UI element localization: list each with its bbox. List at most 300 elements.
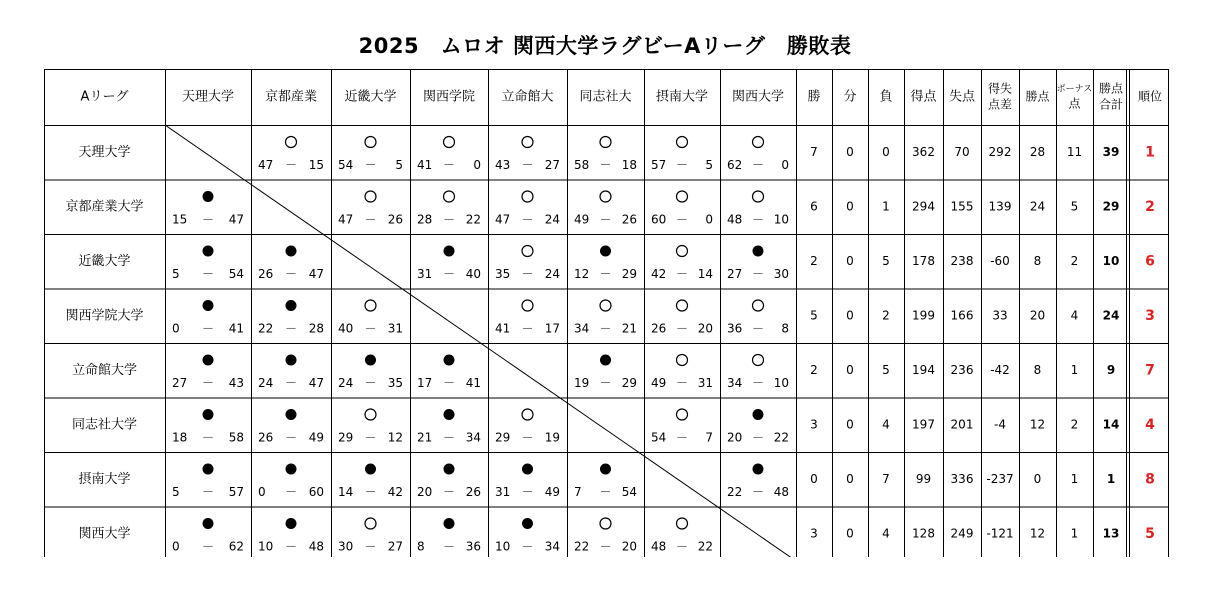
win-mark [753, 355, 764, 366]
score-for: 34 [574, 321, 590, 336]
score-dash: － [442, 267, 456, 281]
win-mark [677, 191, 688, 202]
score-for: 41 [495, 321, 511, 336]
header-match-points: 勝点 [1025, 89, 1050, 104]
win-mark [677, 518, 688, 529]
score-for: 47 [258, 158, 274, 172]
win-mark [600, 300, 611, 311]
score-against: 41 [465, 376, 481, 390]
stat-bonus: 4 [1070, 308, 1079, 323]
stat-match-points: 12 [1029, 526, 1046, 541]
loss-mark [522, 518, 533, 529]
score-against: 5 [395, 158, 403, 172]
stat-losses: 4 [882, 417, 890, 432]
stat-point-diff: -60 [990, 253, 1010, 268]
score-dash: － [751, 485, 765, 499]
score-dash: － [521, 539, 534, 554]
stat-rank: 6 [1145, 253, 1155, 270]
score-for: 35 [495, 267, 511, 281]
header-opponent: 立命館大 [501, 89, 554, 105]
stat-draws: 0 [846, 526, 854, 541]
stat-bonus: 2 [1070, 253, 1079, 268]
score-against: 22 [697, 539, 713, 554]
score-for: 14 [338, 485, 354, 499]
score-dash: － [521, 485, 534, 499]
win-mark [753, 300, 764, 311]
score-against: 60 [308, 485, 324, 499]
score-dash: － [751, 321, 765, 336]
score-against: 10 [773, 376, 789, 390]
win-mark [522, 191, 533, 202]
score-for: 26 [258, 430, 274, 445]
loss-mark [753, 464, 764, 475]
score-dash: － [284, 158, 298, 172]
loss-mark [203, 355, 214, 366]
header-opponent: 摂南大学 [655, 89, 709, 105]
score-against: 54 [228, 267, 244, 281]
header-rank: 順位 [1137, 89, 1163, 104]
team-name: 立命館大学 [71, 362, 138, 378]
score-against: 34 [465, 430, 481, 445]
score-dash: － [284, 485, 298, 499]
score-against: 48 [308, 539, 324, 554]
win-mark [365, 191, 376, 202]
score-dash: － [364, 158, 377, 172]
score-dash: － [284, 267, 298, 281]
score-against: 24 [544, 212, 560, 227]
loss-mark [286, 409, 297, 420]
score-dash: － [751, 267, 765, 281]
score-for: 8 [417, 539, 425, 554]
score-against: 41 [228, 321, 244, 336]
win-mark [677, 409, 688, 420]
score-dash: － [675, 539, 689, 554]
score-for: 62 [727, 158, 743, 172]
stat-rank: 3 [1145, 307, 1155, 324]
score-against: 47 [308, 267, 324, 281]
loss-mark [600, 355, 611, 366]
team-name: 摂南大学 [78, 471, 131, 487]
stat-bonus: 2 [1070, 417, 1079, 432]
score-dash: － [521, 267, 534, 281]
stat-point-diff: -4 [994, 417, 1006, 432]
score-for: 20 [417, 485, 433, 499]
score-dash: － [751, 376, 765, 390]
score-dash: － [521, 321, 534, 336]
score-against: 20 [697, 321, 713, 336]
score-against: 19 [544, 430, 560, 445]
score-for: 27 [172, 376, 188, 390]
stat-total-points: 24 [1102, 308, 1120, 323]
score-dash: － [751, 158, 765, 172]
score-dash: － [201, 321, 215, 336]
loss-mark [203, 191, 214, 202]
header-total-points: 勝点 [1098, 81, 1124, 96]
header-opponent: 天理大学 [181, 89, 235, 105]
score-against: 48 [773, 485, 789, 499]
score-for: 49 [651, 376, 667, 390]
stat-rank: 2 [1145, 198, 1155, 215]
stat-match-points: 8 [1033, 362, 1042, 377]
win-mark [444, 137, 455, 148]
score-for: 36 [727, 321, 743, 336]
stat-match-points: 0 [1033, 471, 1042, 486]
score-dash: － [442, 430, 456, 445]
team-name: 関西大学 [78, 526, 131, 542]
win-mark [600, 137, 611, 148]
score-for: 12 [574, 267, 590, 281]
team-name: 天理大学 [78, 144, 131, 160]
score-dash: － [599, 267, 612, 281]
header-bonus: 点 [1068, 96, 1081, 111]
win-mark [365, 300, 376, 311]
score-dash: － [364, 430, 377, 445]
loss-mark [444, 464, 455, 475]
score-dash: － [675, 267, 689, 281]
win-mark [753, 191, 764, 202]
standings-table [44, 69, 1169, 557]
score-for: 0 [258, 485, 266, 499]
score-for: 29 [495, 430, 511, 445]
loss-mark [203, 246, 214, 257]
team-name: 関西学院大学 [65, 308, 144, 324]
loss-mark [522, 464, 533, 475]
score-against: 0 [473, 158, 481, 172]
stat-points-against: 70 [954, 144, 970, 159]
loss-mark [203, 409, 214, 420]
score-for: 5 [172, 485, 180, 499]
score-against: 10 [773, 212, 789, 227]
score-for: 48 [651, 539, 667, 554]
stat-points-for: 199 [912, 308, 935, 323]
loss-mark [753, 409, 764, 420]
score-for: 17 [417, 376, 433, 390]
stat-match-points: 8 [1033, 253, 1042, 268]
stat-points-against: 336 [950, 471, 974, 486]
score-against: 18 [621, 158, 637, 172]
score-dash: － [284, 430, 298, 445]
stat-wins: 6 [810, 199, 818, 214]
score-for: 49 [574, 212, 590, 227]
score-against: 22 [773, 430, 789, 445]
win-mark [522, 300, 533, 311]
header-losses: 負 [879, 89, 893, 105]
stat-wins: 0 [810, 471, 818, 486]
win-mark [365, 137, 376, 148]
stat-bonus: 11 [1066, 144, 1083, 159]
stat-losses: 4 [882, 526, 890, 541]
stat-losses: 1 [882, 199, 890, 214]
score-dash: － [364, 212, 377, 227]
header-opponent: 同志社大 [579, 89, 632, 105]
header-point-diff: 得失 [987, 81, 1013, 96]
score-for: 29 [338, 430, 354, 445]
header-bonus: ボーナス [1056, 84, 1093, 95]
stat-points-against: 236 [950, 362, 974, 377]
score-against: 24 [544, 267, 560, 281]
loss-mark [444, 409, 455, 420]
score-against: 26 [387, 212, 403, 227]
stat-rank: 7 [1145, 362, 1155, 379]
score-dash: － [599, 539, 612, 554]
score-for: 40 [338, 321, 354, 336]
stat-draws: 0 [846, 199, 854, 214]
stat-match-points: 12 [1029, 417, 1046, 432]
score-dash: － [284, 321, 298, 336]
stat-draws: 0 [846, 308, 854, 323]
score-dash: － [284, 376, 298, 390]
stat-point-diff: 33 [992, 308, 1008, 323]
score-dash: － [201, 430, 215, 445]
score-for: 41 [417, 158, 433, 172]
stat-total-points: 9 [1106, 362, 1116, 377]
stat-total-points: 1 [1106, 471, 1116, 486]
score-against: 49 [544, 485, 560, 499]
score-dash: － [751, 212, 765, 227]
loss-mark [444, 518, 455, 529]
loss-mark [444, 246, 455, 257]
score-for: 0 [172, 321, 180, 336]
win-mark [753, 137, 764, 148]
score-against: 8 [781, 321, 789, 336]
team-name: 京都産業大学 [65, 199, 144, 215]
stat-bonus: 1 [1070, 526, 1079, 541]
score-dash: － [201, 485, 215, 499]
header-point-diff: 点差 [987, 97, 1013, 112]
header-draws: 分 [843, 89, 857, 105]
score-for: 34 [727, 376, 743, 390]
stat-points-for: 294 [912, 199, 935, 214]
stat-draws: 0 [846, 417, 854, 432]
stat-point-diff: -237 [986, 471, 1014, 486]
score-dash: － [599, 158, 612, 172]
score-dash: － [599, 376, 612, 390]
score-for: 20 [727, 430, 743, 445]
score-for: 47 [495, 212, 511, 227]
score-dash: － [201, 376, 215, 390]
score-against: 36 [465, 539, 481, 554]
score-for: 42 [651, 267, 667, 281]
win-mark [677, 246, 688, 257]
header-corner: Aリーグ [80, 89, 129, 105]
score-for: 7 [574, 485, 582, 499]
stat-points-for: 178 [912, 253, 935, 268]
score-for: 5 [172, 267, 180, 281]
score-against: 35 [387, 376, 403, 390]
score-against: 0 [781, 158, 789, 172]
score-dash: － [521, 430, 534, 445]
score-dash: － [442, 485, 456, 499]
loss-mark [600, 246, 611, 257]
loss-mark [444, 355, 455, 366]
header-wins: 勝 [807, 89, 821, 105]
stat-wins: 5 [810, 308, 818, 323]
score-against: 20 [621, 539, 637, 554]
stat-points-for: 194 [912, 362, 935, 377]
score-for: 10 [258, 539, 274, 554]
win-mark [286, 137, 297, 148]
score-for: 47 [338, 212, 354, 227]
stat-total-points: 29 [1102, 199, 1120, 214]
stat-wins: 3 [810, 417, 818, 432]
score-for: 31 [495, 485, 511, 499]
stat-match-points: 20 [1029, 308, 1046, 323]
score-dash: － [442, 158, 456, 172]
score-against: 26 [465, 485, 481, 499]
loss-mark [203, 464, 214, 475]
stat-bonus: 1 [1070, 362, 1079, 377]
stat-total-points: 13 [1102, 526, 1120, 541]
score-against: 40 [465, 267, 481, 281]
stat-rank: 1 [1145, 144, 1155, 161]
score-against: 47 [228, 212, 244, 227]
score-against: 62 [228, 539, 244, 554]
stat-wins: 2 [810, 362, 818, 377]
loss-mark [286, 518, 297, 529]
score-dash: － [521, 158, 534, 172]
stat-points-for: 362 [912, 144, 935, 159]
score-for: 48 [727, 212, 743, 227]
win-mark [677, 355, 688, 366]
score-for: 58 [574, 158, 590, 172]
stat-total-points: 14 [1102, 417, 1120, 432]
stat-match-points: 28 [1029, 144, 1046, 159]
loss-mark [286, 355, 297, 366]
score-against: 31 [387, 321, 403, 336]
score-for: 26 [651, 321, 667, 336]
loss-mark [203, 300, 214, 311]
stat-point-diff: -42 [990, 362, 1010, 377]
score-dash: － [442, 539, 456, 554]
loss-mark [753, 246, 764, 257]
score-for: 22 [727, 485, 743, 499]
win-mark [677, 137, 688, 148]
header-opponent: 近畿大学 [344, 89, 397, 105]
header-opponent: 関西大学 [731, 89, 785, 105]
score-dash: － [599, 321, 612, 336]
score-against: 29 [621, 376, 637, 390]
score-against: 58 [228, 430, 244, 445]
page-title: 2025 ムロオ 関西大学ラグビーAリーグ 勝敗表 [358, 34, 852, 58]
win-mark [522, 409, 533, 420]
stat-losses: 5 [882, 362, 890, 377]
score-against: 42 [387, 485, 403, 499]
loss-mark [203, 518, 214, 529]
win-mark [600, 191, 611, 202]
win-mark [365, 518, 376, 529]
score-against: 30 [773, 267, 789, 281]
stat-points-for: 99 [915, 471, 932, 486]
score-dash: － [442, 212, 456, 227]
stat-points-against: 238 [950, 253, 974, 268]
stat-losses: 2 [882, 308, 890, 323]
header-points-for: 得点 [910, 89, 937, 105]
score-for: 60 [651, 212, 667, 227]
win-mark [677, 300, 688, 311]
score-against: 31 [697, 376, 713, 390]
stat-rank: 5 [1145, 525, 1155, 542]
header-opponent: 関西学院 [422, 89, 476, 105]
stat-point-diff: 139 [988, 199, 1012, 214]
score-dash: － [751, 430, 765, 445]
loss-mark [365, 355, 376, 366]
stat-points-for: 128 [912, 526, 935, 541]
score-dash: － [675, 430, 689, 445]
score-for: 15 [172, 212, 188, 227]
score-dash: － [599, 212, 612, 227]
score-dash: － [201, 212, 215, 227]
loss-mark [365, 464, 376, 475]
score-for: 22 [258, 321, 274, 336]
stat-losses: 5 [882, 253, 890, 268]
team-name: 同志社大学 [71, 417, 138, 433]
score-for: 18 [172, 430, 188, 445]
win-mark [522, 246, 533, 257]
loss-mark [600, 464, 611, 475]
stat-bonus: 1 [1070, 471, 1079, 486]
score-dash: － [675, 376, 689, 390]
win-mark [365, 409, 376, 420]
score-for: 22 [574, 539, 590, 554]
stat-rank: 8 [1145, 471, 1155, 488]
stat-draws: 0 [846, 253, 854, 268]
stat-wins: 3 [810, 526, 818, 541]
header-points-against: 失点 [948, 89, 976, 105]
score-against: 43 [228, 376, 244, 390]
score-dash: － [599, 485, 612, 499]
win-mark [600, 518, 611, 529]
stat-points-against: 155 [950, 199, 974, 214]
stat-total-points: 39 [1102, 144, 1120, 159]
score-for: 0 [172, 539, 180, 554]
loss-mark [286, 246, 297, 257]
score-for: 54 [651, 430, 667, 445]
score-for: 27 [727, 267, 743, 281]
score-for: 19 [574, 376, 590, 390]
score-dash: － [284, 539, 298, 554]
score-against: 27 [544, 158, 560, 172]
score-for: 31 [417, 267, 433, 281]
stat-losses: 7 [882, 471, 890, 486]
stat-points-against: 166 [950, 308, 974, 323]
win-mark [522, 137, 533, 148]
stat-bonus: 5 [1070, 199, 1079, 214]
score-against: 49 [308, 430, 324, 445]
score-against: 14 [697, 267, 713, 281]
score-against: 27 [387, 539, 403, 554]
score-dash: － [521, 212, 534, 227]
score-dash: － [201, 539, 215, 554]
score-for: 24 [258, 376, 274, 390]
score-against: 29 [621, 267, 637, 281]
score-for: 26 [258, 267, 274, 281]
score-dash: － [675, 212, 689, 227]
score-against: 28 [308, 321, 324, 336]
win-mark [444, 191, 455, 202]
score-for: 24 [338, 376, 354, 390]
score-dash: － [675, 321, 689, 336]
stat-points-against: 249 [950, 526, 974, 541]
stat-wins: 7 [810, 144, 818, 159]
header-total-points: 合計 [1098, 97, 1124, 112]
score-dash: － [364, 485, 377, 499]
stat-point-diff: -121 [986, 526, 1014, 541]
score-dash: － [442, 376, 456, 390]
score-against: 7 [705, 430, 713, 445]
header-opponent: 京都産業 [264, 89, 318, 105]
score-dash: － [364, 321, 377, 336]
score-against: 57 [228, 485, 244, 499]
